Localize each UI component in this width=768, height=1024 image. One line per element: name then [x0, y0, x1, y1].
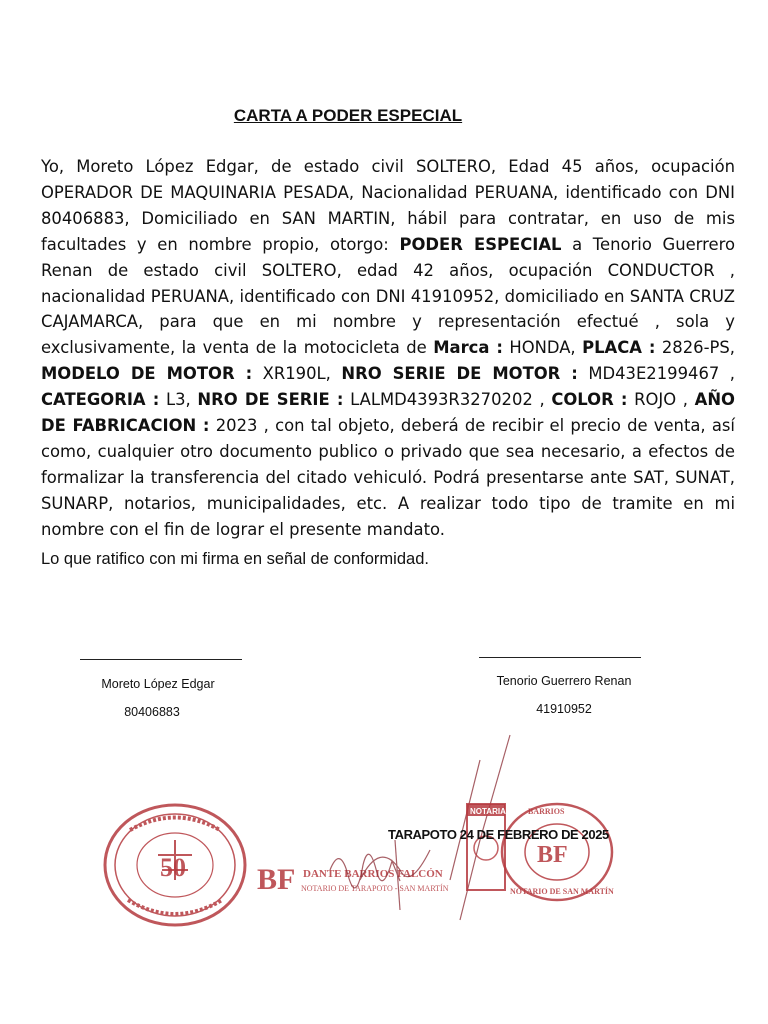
notary-seal-right: [498, 800, 616, 905]
badge-label: NOTARIA: [470, 807, 506, 816]
body-bold-label: NRO SERIE DE MOTOR :: [341, 364, 578, 384]
notary-seal-left: [100, 800, 250, 930]
body-bold-label: AÑO DE FABRICACION :: [41, 390, 735, 436]
signature-line-left: [80, 659, 242, 660]
place-and-date: TARAPOTO 24 DE FEBRERO DE 2025: [388, 827, 609, 842]
signature-name-right: Tenorio Guerrero Renan: [496, 674, 632, 688]
body-text-run: 2826-PS,: [655, 338, 735, 358]
seal-text: NOTARIO DE SAN MARTÍN: [510, 887, 614, 896]
signature-dni-left: 80406883: [124, 705, 180, 719]
body-text-run: LALMD4393R3270202 ,: [343, 390, 552, 410]
body-text-run: ROJO ,: [627, 390, 695, 410]
body-text-run: a Tenorio Guerrero Renan de estado civil SOLTERO, edad 42 años, ocupación CONDUCTOR , nacionalidad PERUANA, identificado con DNI 41910952, domiciliado en SANTA CRUZ CAJAMARCA, para que en mi nombre y representación efectué , sola y exclusivamente, la venta de la motocicleta de: [41, 234, 735, 358]
stamp-notary-title: NOTARIO DE TARAPOTO - SAN MARTÍN: [301, 884, 449, 893]
stamp-monogram: BF: [257, 863, 296, 896]
body-text-run: HONDA,: [502, 338, 583, 358]
body-bold-label: COLOR :: [551, 390, 628, 410]
signature-line-right: [479, 657, 641, 658]
anniversary-number: 50: [160, 853, 186, 882]
document-title: CARTA A PODER ESPECIAL: [233, 106, 463, 125]
seal-top-text: BARRIOS: [528, 807, 565, 816]
body-bold-label: Marca :: [433, 338, 503, 358]
body-bold-label: MODELO DE MOTOR :: [41, 364, 253, 384]
seal-monogram: BF: [537, 842, 568, 868]
body-text-run: L3,: [159, 390, 198, 410]
stamp-notary-name: DANTE BARRIOS FALCÓN: [303, 868, 443, 880]
body-text-run: Yo, Moreto López Edgar, de estado civil SOLTERO, Edad 45 años, ocupación OPERADOR DE MAQUINARIA PESADA, Nacionalidad PERUANA, identificado con DNI 80406883, Domiciliado en SAN MARTIN, hábil para contratar, en uso de mis facultades y en nombre propio, otorgo:: [41, 157, 735, 254]
body-text-run: 2023 , con tal objeto, deberá de recibir el precio de venta, así como, cualquier otro documento publico o privado que sea necesario, a efectos de formalizar la transferencia del citado vehiculó. Podrá presentarse ante SAT, SUNAT, SUNARP, notarios, municipalidades, etc. A realizar todo tipo de tramite en mi nombre con el fin de lograr el presente mandato.: [41, 416, 735, 539]
body-bold-label: PLACA :: [582, 338, 656, 358]
closing-statement: Lo que ratifico con mi firma en señal de conformidad.: [41, 550, 429, 568]
signature-name-left: Moreto López Edgar: [101, 677, 215, 691]
body-bold-label: CATEGORIA :: [41, 390, 160, 410]
signature-dni-right: 41910952: [536, 702, 592, 716]
document-body: [41, 154, 735, 543]
body-bold-label: NRO DE SERIE :: [197, 390, 344, 410]
body-bold-label: PODER ESPECIAL: [399, 234, 562, 254]
body-text-run: MD43E2199467 ,: [577, 364, 736, 384]
body-text-run: XR190L,: [252, 364, 342, 384]
